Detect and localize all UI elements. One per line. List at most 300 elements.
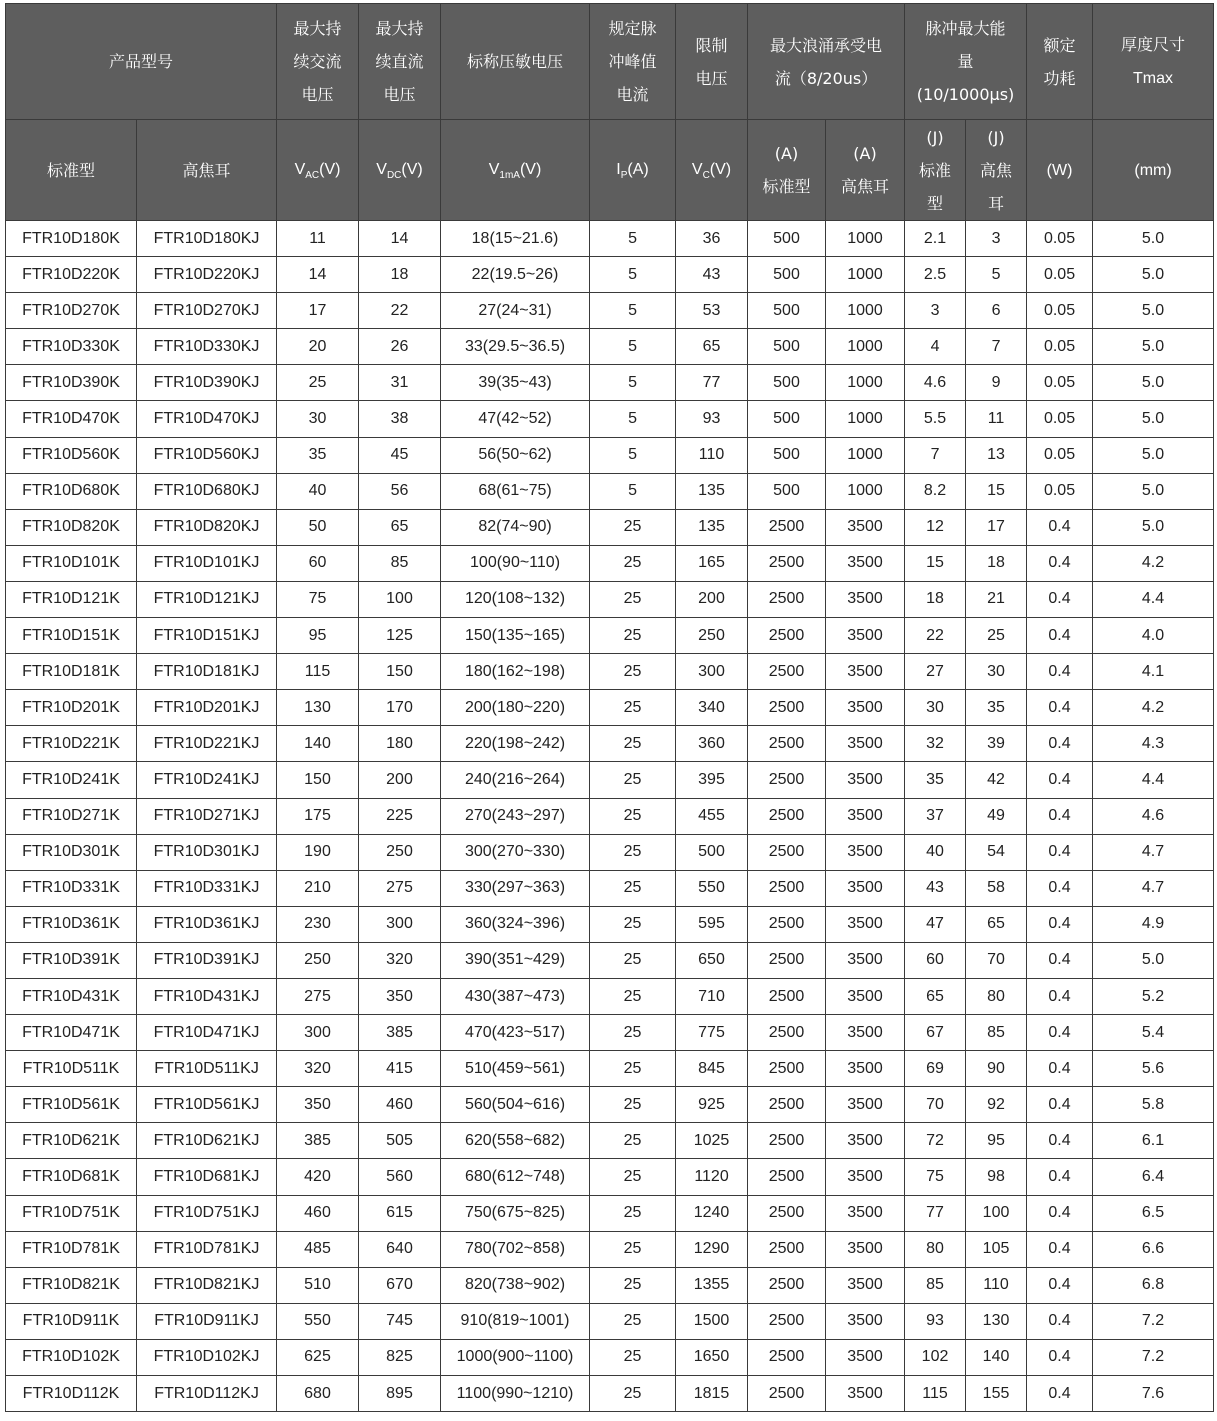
cell-thickness: 4.0 (1093, 618, 1214, 654)
cell-standard-model: FTR10D821K (6, 1267, 137, 1303)
cell-surge-high: 3500 (826, 1123, 905, 1159)
cell-surge-high: 3500 (826, 978, 905, 1014)
cell-standard-model: FTR10D330K (6, 329, 137, 365)
cell-surge-standard: 500 (748, 437, 826, 473)
cell-surge-high: 3500 (826, 1376, 905, 1412)
cell-energy-high: 13 (966, 437, 1027, 473)
cell-max-dc: 385 (359, 1015, 441, 1051)
cell-standard-model: FTR10D911K (6, 1303, 137, 1339)
cell-pulse-current: 25 (590, 509, 676, 545)
cell-rated-power: 0.4 (1027, 1087, 1093, 1123)
cell-rated-power: 0.05 (1027, 329, 1093, 365)
cell-energy-standard: 30 (905, 690, 966, 726)
cell-high-ear-model: FTR10D470KJ (137, 401, 277, 437)
cell-high-ear-model: FTR10D181KJ (137, 654, 277, 690)
cell-max-dc: 180 (359, 726, 441, 762)
table-row (6, 1015, 1214, 1051)
cell-nominal-voltage: 300(270~330) (441, 834, 590, 870)
table-row (6, 293, 1214, 329)
cell-clamp-voltage: 77 (676, 365, 748, 401)
cell-nominal-voltage: 620(558~682) (441, 1123, 590, 1159)
header-thickness-unit: (mm) (1093, 120, 1214, 221)
header-surge-high: (A) 高焦耳 (826, 120, 905, 221)
cell-energy-high: 80 (966, 978, 1027, 1014)
cell-pulse-current: 5 (590, 473, 676, 509)
cell-rated-power: 0.4 (1027, 654, 1093, 690)
cell-max-ac: 460 (277, 1195, 359, 1231)
cell-pulse-current: 25 (590, 618, 676, 654)
cell-surge-high: 3500 (826, 1015, 905, 1051)
cell-max-ac: 95 (277, 618, 359, 654)
cell-max-dc: 22 (359, 293, 441, 329)
cell-max-ac: 625 (277, 1339, 359, 1375)
cell-energy-standard: 72 (905, 1123, 966, 1159)
cell-standard-model: FTR10D102K (6, 1339, 137, 1375)
table-row (6, 942, 1214, 978)
cell-nominal-voltage: 82(74~90) (441, 509, 590, 545)
cell-standard-model: FTR10D820K (6, 509, 137, 545)
cell-nominal-voltage: 360(324~396) (441, 906, 590, 942)
cell-max-dc: 560 (359, 1159, 441, 1195)
cell-clamp-voltage: 200 (676, 581, 748, 617)
cell-surge-high: 3500 (826, 690, 905, 726)
table-row (6, 1123, 1214, 1159)
cell-nominal-voltage: 430(387~473) (441, 978, 590, 1014)
cell-thickness: 4.1 (1093, 654, 1214, 690)
cell-max-dc: 320 (359, 942, 441, 978)
cell-thickness: 5.0 (1093, 437, 1214, 473)
table-row (6, 437, 1214, 473)
cell-standard-model: FTR10D431K (6, 978, 137, 1014)
cell-max-ac: 150 (277, 762, 359, 798)
header-vc: $V_C(V)$ (676, 120, 748, 221)
cell-surge-high: 3500 (826, 545, 905, 581)
cell-max-ac: 40 (277, 473, 359, 509)
cell-max-ac: 485 (277, 1231, 359, 1267)
cell-clamp-voltage: 925 (676, 1087, 748, 1123)
cell-standard-model: FTR10D331K (6, 870, 137, 906)
cell-nominal-voltage: 1100(990~1210) (441, 1376, 590, 1412)
cell-surge-high: 3500 (826, 1339, 905, 1375)
cell-nominal-voltage: 150(135~165) (441, 618, 590, 654)
cell-surge-high: 1000 (826, 293, 905, 329)
cell-rated-power: 0.4 (1027, 870, 1093, 906)
cell-max-ac: 320 (277, 1051, 359, 1087)
cell-high-ear-model: FTR10D390KJ (137, 365, 277, 401)
cell-clamp-voltage: 845 (676, 1051, 748, 1087)
cell-standard-model: FTR10D241K (6, 762, 137, 798)
cell-clamp-voltage: 43 (676, 257, 748, 293)
cell-surge-standard: 500 (748, 293, 826, 329)
cell-thickness: 6.8 (1093, 1267, 1214, 1303)
cell-clamp-voltage: 360 (676, 726, 748, 762)
cell-energy-high: 6 (966, 293, 1027, 329)
cell-surge-standard: 2500 (748, 581, 826, 617)
cell-pulse-current: 25 (590, 1231, 676, 1267)
cell-clamp-voltage: 65 (676, 329, 748, 365)
cell-surge-high: 1000 (826, 257, 905, 293)
cell-high-ear-model: FTR10D241KJ (137, 762, 277, 798)
cell-max-dc: 460 (359, 1087, 441, 1123)
cell-pulse-current: 5 (590, 257, 676, 293)
cell-high-ear-model: FTR10D471KJ (137, 1015, 277, 1051)
cell-max-dc: 745 (359, 1303, 441, 1339)
cell-energy-high: 110 (966, 1267, 1027, 1303)
table-row (6, 690, 1214, 726)
cell-pulse-current: 25 (590, 1267, 676, 1303)
cell-clamp-voltage: 1355 (676, 1267, 748, 1303)
cell-energy-high: 39 (966, 726, 1027, 762)
cell-energy-high: 105 (966, 1231, 1027, 1267)
table-row (6, 329, 1214, 365)
cell-max-dc: 85 (359, 545, 441, 581)
cell-surge-standard: 2500 (748, 870, 826, 906)
cell-rated-power: 0.4 (1027, 581, 1093, 617)
table-row (6, 257, 1214, 293)
cell-clamp-voltage: 53 (676, 293, 748, 329)
cell-standard-model: FTR10D201K (6, 690, 137, 726)
table-row (6, 221, 1214, 257)
cell-rated-power: 0.05 (1027, 473, 1093, 509)
cell-energy-high: 100 (966, 1195, 1027, 1231)
cell-energy-standard: 65 (905, 978, 966, 1014)
cell-nominal-voltage: 220(198~242) (441, 726, 590, 762)
cell-standard-model: FTR10D151K (6, 618, 137, 654)
cell-max-ac: 230 (277, 906, 359, 942)
cell-surge-standard: 2500 (748, 1195, 826, 1231)
cell-surge-standard: 2500 (748, 1267, 826, 1303)
cell-energy-high: 95 (966, 1123, 1027, 1159)
table-row (6, 365, 1214, 401)
cell-energy-standard: 27 (905, 654, 966, 690)
table-row (6, 654, 1214, 690)
cell-max-dc: 825 (359, 1339, 441, 1375)
cell-pulse-current: 5 (590, 437, 676, 473)
cell-standard-model: FTR10D751K (6, 1195, 137, 1231)
cell-surge-standard: 2500 (748, 762, 826, 798)
cell-thickness: 5.6 (1093, 1051, 1214, 1087)
cell-thickness: 5.4 (1093, 1015, 1214, 1051)
cell-surge-high: 3500 (826, 762, 905, 798)
cell-max-dc: 125 (359, 618, 441, 654)
cell-pulse-current: 25 (590, 978, 676, 1014)
cell-thickness: 5.2 (1093, 978, 1214, 1014)
table-row (6, 545, 1214, 581)
cell-energy-high: 18 (966, 545, 1027, 581)
cell-pulse-current: 25 (590, 545, 676, 581)
cell-high-ear-model: FTR10D821KJ (137, 1267, 277, 1303)
cell-energy-standard: 40 (905, 834, 966, 870)
cell-energy-standard: 5.5 (905, 401, 966, 437)
cell-max-ac: 50 (277, 509, 359, 545)
table-row (6, 870, 1214, 906)
cell-standard-model: FTR10D511K (6, 1051, 137, 1087)
cell-energy-standard: 77 (905, 1195, 966, 1231)
cell-rated-power: 0.4 (1027, 545, 1093, 581)
cell-rated-power: 0.4 (1027, 1195, 1093, 1231)
cell-energy-standard: 22 (905, 618, 966, 654)
cell-surge-standard: 2500 (748, 1123, 826, 1159)
header-v1ma: $V_{1mA}(V)$ (441, 120, 590, 221)
cell-thickness: 6.6 (1093, 1231, 1214, 1267)
cell-high-ear-model: FTR10D681KJ (137, 1159, 277, 1195)
cell-max-dc: 65 (359, 509, 441, 545)
cell-nominal-voltage: 47(42~52) (441, 401, 590, 437)
cell-standard-model: FTR10D681K (6, 1159, 137, 1195)
cell-energy-standard: 80 (905, 1231, 966, 1267)
cell-surge-standard: 500 (748, 221, 826, 257)
cell-max-dc: 38 (359, 401, 441, 437)
cell-clamp-voltage: 1815 (676, 1376, 748, 1412)
cell-surge-high: 3500 (826, 1267, 905, 1303)
cell-standard-model: FTR10D680K (6, 473, 137, 509)
cell-thickness: 5.0 (1093, 401, 1214, 437)
cell-thickness: 4.7 (1093, 870, 1214, 906)
cell-thickness: 4.2 (1093, 545, 1214, 581)
cell-clamp-voltage: 1500 (676, 1303, 748, 1339)
cell-nominal-voltage: 100(90~110) (441, 545, 590, 581)
cell-energy-high: 65 (966, 906, 1027, 942)
cell-surge-standard: 2500 (748, 942, 826, 978)
cell-rated-power: 0.4 (1027, 690, 1093, 726)
cell-max-ac: 385 (277, 1123, 359, 1159)
cell-energy-high: 35 (966, 690, 1027, 726)
cell-energy-standard: 35 (905, 762, 966, 798)
table-row (6, 1231, 1214, 1267)
cell-nominal-voltage: 200(180~220) (441, 690, 590, 726)
cell-energy-high: 42 (966, 762, 1027, 798)
cell-surge-standard: 2500 (748, 545, 826, 581)
table-row (6, 581, 1214, 617)
cell-thickness: 4.3 (1093, 726, 1214, 762)
cell-max-ac: 35 (277, 437, 359, 473)
cell-high-ear-model: FTR10D511KJ (137, 1051, 277, 1087)
cell-standard-model: FTR10D390K (6, 365, 137, 401)
cell-energy-high: 54 (966, 834, 1027, 870)
cell-nominal-voltage: 680(612~748) (441, 1159, 590, 1195)
cell-clamp-voltage: 455 (676, 798, 748, 834)
cell-rated-power: 0.4 (1027, 1376, 1093, 1412)
cell-high-ear-model: FTR10D101KJ (137, 545, 277, 581)
cell-max-ac: 210 (277, 870, 359, 906)
cell-surge-standard: 500 (748, 257, 826, 293)
cell-high-ear-model: FTR10D561KJ (137, 1087, 277, 1123)
header-row-units (6, 120, 1214, 221)
cell-max-ac: 17 (277, 293, 359, 329)
cell-surge-high: 3500 (826, 654, 905, 690)
header-clamp-voltage: 限制 电压 (676, 4, 748, 120)
cell-pulse-current: 25 (590, 1195, 676, 1231)
cell-high-ear-model: FTR10D151KJ (137, 618, 277, 654)
cell-standard-model: FTR10D781K (6, 1231, 137, 1267)
cell-pulse-current: 5 (590, 401, 676, 437)
cell-standard-model: FTR10D361K (6, 906, 137, 942)
cell-clamp-voltage: 1240 (676, 1195, 748, 1231)
cell-thickness: 4.4 (1093, 762, 1214, 798)
header-rated-pulse-current: 规定脉 冲峰值 电流 (590, 4, 676, 120)
header-row-groups (6, 4, 1214, 120)
cell-standard-model: FTR10D470K (6, 401, 137, 437)
cell-energy-high: 9 (966, 365, 1027, 401)
cell-standard-model: FTR10D181K (6, 654, 137, 690)
cell-max-dc: 615 (359, 1195, 441, 1231)
table-row (6, 1339, 1214, 1375)
cell-nominal-voltage: 240(216~264) (441, 762, 590, 798)
cell-max-ac: 130 (277, 690, 359, 726)
cell-rated-power: 0.4 (1027, 509, 1093, 545)
cell-standard-model: FTR10D101K (6, 545, 137, 581)
header-max-ac: 最大持 续交流 电压 (277, 4, 359, 120)
cell-thickness: 5.8 (1093, 1087, 1214, 1123)
cell-rated-power: 0.4 (1027, 942, 1093, 978)
cell-energy-standard: 8.2 (905, 473, 966, 509)
cell-max-ac: 11 (277, 221, 359, 257)
cell-surge-high: 1000 (826, 401, 905, 437)
cell-surge-high: 3500 (826, 1195, 905, 1231)
cell-high-ear-model: FTR10D560KJ (137, 437, 277, 473)
cell-clamp-voltage: 1025 (676, 1123, 748, 1159)
table-row (6, 978, 1214, 1014)
cell-standard-model: FTR10D471K (6, 1015, 137, 1051)
cell-max-dc: 14 (359, 221, 441, 257)
cell-surge-standard: 500 (748, 473, 826, 509)
cell-nominal-voltage: 1000(900~1100) (441, 1339, 590, 1375)
cell-rated-power: 0.4 (1027, 1267, 1093, 1303)
cell-pulse-current: 25 (590, 870, 676, 906)
cell-thickness: 5.0 (1093, 365, 1214, 401)
cell-high-ear-model: FTR10D331KJ (137, 870, 277, 906)
cell-nominal-voltage: 180(162~198) (441, 654, 590, 690)
cell-high-ear-model: FTR10D221KJ (137, 726, 277, 762)
cell-energy-high: 11 (966, 401, 1027, 437)
cell-high-ear-model: FTR10D431KJ (137, 978, 277, 1014)
cell-energy-standard: 18 (905, 581, 966, 617)
table-row (6, 401, 1214, 437)
header-surge-current: 最大浪涌承受电 流（8/20us） (748, 4, 905, 120)
cell-max-dc: 150 (359, 654, 441, 690)
cell-surge-high: 1000 (826, 365, 905, 401)
cell-rated-power: 0.05 (1027, 437, 1093, 473)
table-row (6, 509, 1214, 545)
cell-pulse-current: 5 (590, 221, 676, 257)
cell-nominal-voltage: 780(702~858) (441, 1231, 590, 1267)
cell-surge-standard: 500 (748, 329, 826, 365)
cell-rated-power: 0.4 (1027, 762, 1093, 798)
cell-energy-high: 70 (966, 942, 1027, 978)
cell-standard-model: FTR10D561K (6, 1087, 137, 1123)
cell-thickness: 7.2 (1093, 1303, 1214, 1339)
cell-nominal-voltage: 120(108~132) (441, 581, 590, 617)
cell-max-dc: 895 (359, 1376, 441, 1412)
header-rated-power: 额定 功耗 (1027, 4, 1093, 120)
cell-max-dc: 275 (359, 870, 441, 906)
cell-max-ac: 350 (277, 1087, 359, 1123)
header-power-unit: (W) (1027, 120, 1093, 221)
cell-rated-power: 0.05 (1027, 293, 1093, 329)
cell-pulse-current: 25 (590, 1303, 676, 1339)
cell-rated-power: 0.4 (1027, 1159, 1093, 1195)
cell-rated-power: 0.4 (1027, 726, 1093, 762)
cell-energy-standard: 4.6 (905, 365, 966, 401)
cell-clamp-voltage: 500 (676, 834, 748, 870)
cell-high-ear-model: FTR10D301KJ (137, 834, 277, 870)
cell-surge-high: 3500 (826, 1159, 905, 1195)
table-row (6, 1267, 1214, 1303)
cell-rated-power: 0.05 (1027, 257, 1093, 293)
cell-standard-model: FTR10D621K (6, 1123, 137, 1159)
cell-energy-standard: 32 (905, 726, 966, 762)
cell-rated-power: 0.4 (1027, 978, 1093, 1014)
cell-rated-power: 0.4 (1027, 1303, 1093, 1339)
cell-thickness: 7.6 (1093, 1376, 1214, 1412)
cell-pulse-current: 25 (590, 726, 676, 762)
cell-energy-high: 98 (966, 1159, 1027, 1195)
cell-rated-power: 0.4 (1027, 1339, 1093, 1375)
cell-max-dc: 225 (359, 798, 441, 834)
table-row (6, 473, 1214, 509)
cell-thickness: 5.0 (1093, 942, 1214, 978)
table-row (6, 1195, 1214, 1231)
cell-surge-high: 1000 (826, 437, 905, 473)
cell-surge-standard: 2500 (748, 1159, 826, 1195)
cell-clamp-voltage: 110 (676, 437, 748, 473)
cell-energy-high: 49 (966, 798, 1027, 834)
table-row (6, 906, 1214, 942)
cell-surge-standard: 2500 (748, 1339, 826, 1375)
cell-pulse-current: 25 (590, 654, 676, 690)
cell-pulse-current: 25 (590, 834, 676, 870)
cell-max-dc: 670 (359, 1267, 441, 1303)
cell-max-dc: 100 (359, 581, 441, 617)
header-high-ear: 高焦耳 (137, 120, 277, 221)
cell-rated-power: 0.4 (1027, 1015, 1093, 1051)
cell-clamp-voltage: 1120 (676, 1159, 748, 1195)
cell-max-ac: 25 (277, 365, 359, 401)
cell-max-dc: 505 (359, 1123, 441, 1159)
cell-nominal-voltage: 390(351~429) (441, 942, 590, 978)
cell-thickness: 5.0 (1093, 329, 1214, 365)
cell-max-dc: 170 (359, 690, 441, 726)
cell-max-dc: 56 (359, 473, 441, 509)
cell-pulse-current: 25 (590, 1159, 676, 1195)
cell-rated-power: 0.4 (1027, 1051, 1093, 1087)
header-nominal-voltage: 标称压敏电压 (441, 4, 590, 120)
cell-surge-high: 3500 (826, 798, 905, 834)
cell-nominal-voltage: 56(50~62) (441, 437, 590, 473)
cell-energy-high: 15 (966, 473, 1027, 509)
cell-clamp-voltage: 300 (676, 654, 748, 690)
table-row (6, 798, 1214, 834)
cell-nominal-voltage: 750(675~825) (441, 1195, 590, 1231)
cell-clamp-voltage: 135 (676, 509, 748, 545)
table-row (6, 618, 1214, 654)
cell-clamp-voltage: 710 (676, 978, 748, 1014)
table-row (6, 1376, 1214, 1412)
cell-nominal-voltage: 22(19.5~26) (441, 257, 590, 293)
cell-nominal-voltage: 910(819~1001) (441, 1303, 590, 1339)
cell-standard-model: FTR10D220K (6, 257, 137, 293)
cell-max-dc: 350 (359, 978, 441, 1014)
cell-clamp-voltage: 775 (676, 1015, 748, 1051)
cell-surge-standard: 2500 (748, 690, 826, 726)
cell-pulse-current: 5 (590, 365, 676, 401)
cell-max-ac: 75 (277, 581, 359, 617)
cell-max-dc: 26 (359, 329, 441, 365)
cell-high-ear-model: FTR10D751KJ (137, 1195, 277, 1231)
cell-thickness: 5.0 (1093, 257, 1214, 293)
cell-nominal-voltage: 27(24~31) (441, 293, 590, 329)
cell-clamp-voltage: 1650 (676, 1339, 748, 1375)
